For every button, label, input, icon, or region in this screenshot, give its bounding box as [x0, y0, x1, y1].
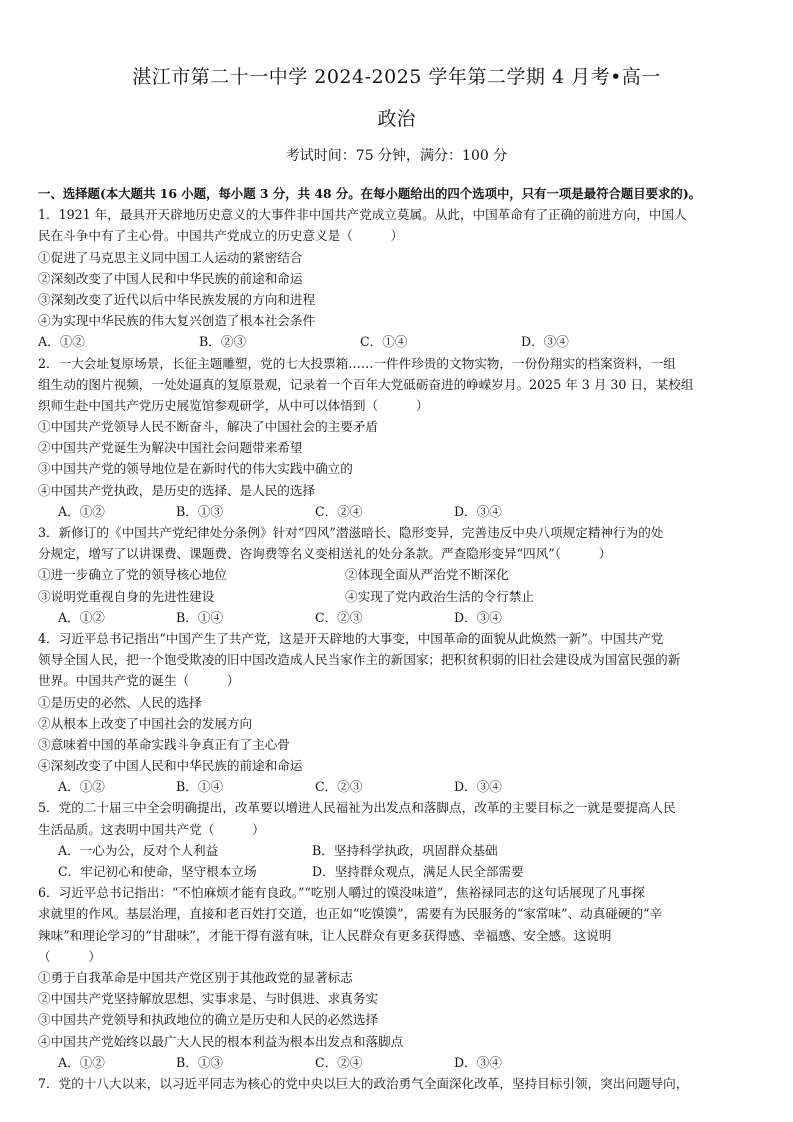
statement-row: [38, 564, 760, 585]
option-a[interactable]: A．①②: [58, 779, 105, 795]
option-a[interactable]: A．①②: [58, 1054, 105, 1070]
question-stem-line: （ ）: [38, 948, 101, 964]
section-heading: 一、选择题(本大题共 16 小题，每小题 3 分，共 48 分。在每小题给出的四个选项中，只有一项是最符合题目要求的)。: [38, 186, 702, 201]
question-stem-line: 民在斗争中有了主心骨。中国共产党成立的历史意义是（ ）: [38, 228, 404, 244]
option-b[interactable]: B．坚持科学执政，巩固群众基础: [312, 842, 498, 858]
subject-title: 政治: [377, 108, 416, 130]
statement: ①中国共产党领导人民不断奋斗，解决了中国社会的主要矛盾: [38, 419, 379, 435]
statement-row: [38, 586, 760, 607]
option-c[interactable]: C．②④: [315, 503, 363, 519]
question-3: [38, 522, 760, 628]
question-stem-line: 4．习近平总书记指出“中国产生了共产党，这是开天辟地的大事变，中国革命的面貌从此焕然一新”。中国共产党: [38, 630, 664, 646]
statement: ④为实现中华民族的伟大复兴创造了根本社会条件: [38, 313, 316, 329]
option-c[interactable]: C．②③: [315, 779, 363, 795]
option-d[interactable]: D．③④: [521, 334, 569, 350]
statement: ①是历史的必然、人民的选择: [38, 694, 202, 710]
option-b[interactable]: B．②③: [199, 334, 247, 350]
question-7: [38, 1073, 760, 1094]
option-b[interactable]: B．①③: [176, 503, 224, 519]
option-a[interactable]: A．①②: [38, 334, 85, 350]
statement: ②深刻改变了中国人民和中华民族的前途和命运: [38, 270, 303, 286]
answer-options: [38, 840, 760, 861]
statement: ①促进了马克思主义同中国工人运动的紧密结合: [38, 249, 303, 265]
exam-info: 考试时间：75 分钟，满分：100 分: [285, 148, 508, 164]
statement: ④深刻改变了中国人民和中华民族的前途和命运: [38, 758, 303, 774]
option-c[interactable]: C．②④: [315, 1054, 363, 1070]
statement: ④中国共产党始终以最广大人民的根本利益为根本出发点和落脚点: [38, 1033, 404, 1049]
statement: ③深刻改变了近代以后中华民族发展的方向和进程: [38, 291, 316, 307]
question-stem-line: 求就里的作风。基层治理，直接和老百姓打交道，也正如“吃馍馍”，需要有为民服务的“家常味”、动真碰硬的“辛: [38, 906, 663, 922]
question-stem-line: 生活品质。这表明中国共产党（ ）: [38, 821, 265, 837]
option-d[interactable]: D．③④: [454, 779, 502, 795]
question-6: [38, 882, 760, 1073]
statement: ④实现了党内政治生活的令行禁止: [345, 588, 534, 604]
statement: ②从根本上改变了中国社会的发展方向: [38, 715, 253, 731]
question-stem-line: 1．1921 年，最具开天辟地历史意义的大事件非中国共产党成立莫属。从此，中国革命有了正确的前进方向，中国人: [38, 207, 687, 223]
option-c[interactable]: C．①④: [360, 334, 408, 350]
answer-options: [38, 607, 760, 628]
statement: ②中国共产党诞生为解决中国社会问题带来希望: [38, 440, 303, 456]
statement: ③中国共产党领导和执政地位的确立是历史和人民的必然选择: [38, 1012, 379, 1028]
option-d[interactable]: D．③④: [454, 609, 502, 625]
statement: ①进一步确立了党的领导核心地位: [38, 567, 227, 583]
question-stem-line: 7．党的十八大以来，以习近平同志为核心的党中央以巨大的政治勇气全面深化改革，坚持目标引领，突出问题导向，: [38, 1075, 689, 1091]
option-d[interactable]: D．③④: [454, 503, 502, 519]
question-stem-line: 5．党的二十届三中全会明确提出，改革要以增进人民福祉为出发点和落脚点，改革的主要目标之一就是要提高人民: [38, 800, 676, 816]
option-c[interactable]: C．②③: [315, 609, 363, 625]
question-4: [38, 628, 760, 798]
question-2: [38, 353, 760, 523]
question-stem-line: 织师生赴中国共产党历史展览馆参观研学，从中可以体悟到（ ）: [38, 397, 429, 413]
statement: ②中国共产党坚持解放思想、实事求是、与时俱进、求真务实: [38, 991, 379, 1007]
answer-options: [38, 1052, 760, 1073]
option-b[interactable]: B．①④: [176, 779, 224, 795]
exam-title: 湛江市第二十一中学 2024-2025 学年第二学期 4 月考•高一: [132, 66, 661, 88]
option-a[interactable]: A．一心为公，反对个人利益: [58, 842, 219, 858]
statement: ④中国共产党执政，是历史的选择、是人民的选择: [38, 482, 316, 498]
option-b[interactable]: B．①④: [176, 609, 224, 625]
question-stem-line: 辣味”和理论学习的“甘甜味”，才能干得有滋有味，让人民群众有更多获得感、幸福感、安全感。这说明: [38, 927, 612, 943]
statement: ③中国共产党的领导地位是在新时代的伟大实践中确立的: [38, 461, 353, 477]
option-a[interactable]: A．①②: [58, 609, 105, 625]
question-stem-line: 组生动的图片视频，一处处逼真的复原景观，记录着一个百年大党砥砺奋进的峥嵘岁月。2025 年 3 月 30 日，某校组: [38, 376, 694, 392]
question-stem-line: 3．新修订的《中国共产党纪律处分条例》针对“四风”潜滋暗长、隐形变异，完善违反中央八项规定精神行为的处: [38, 525, 664, 540]
statement: ①勇于自我革命是中国共产党区别于其他政党的显著标志: [38, 969, 353, 985]
question-stem-line: 2．一大会址复原场景，长征主题雕塑，党的七大投票箱……一件件珍贵的文物实物，一份份翔实的档案资料，一组: [38, 355, 676, 371]
option-d[interactable]: D．③④: [454, 1054, 502, 1070]
question-stem-line: 领导全国人民，把一个饱受欺凌的旧中国改造成人民当家作主的新国家；把积贫积弱的旧社会建设成为国富民强的新: [38, 652, 681, 668]
statement: ③说明党重视自身的先进性建设: [38, 588, 215, 604]
question-5: [38, 797, 760, 882]
option-d[interactable]: D．坚持群众观点，满足人民全部需要: [312, 864, 524, 879]
answer-options: [38, 861, 760, 882]
answer-options: [38, 331, 760, 352]
option-a[interactable]: A．①②: [58, 503, 105, 519]
answer-options: [38, 501, 760, 522]
question-1: [38, 204, 760, 352]
statement: ③意味着中国的革命实践斗争真正有了主心骨: [38, 736, 290, 752]
question-stem-line: 分规定，增写了以讲课费、课题费、咨询费等名义变相送礼的处分条款。严查隐形变异“四风”（ ）: [38, 546, 612, 562]
option-c[interactable]: C．牢记初心和使命，坚守根本立场: [58, 864, 257, 879]
answer-options: [38, 776, 760, 797]
statement: ②体现全面从严治党不断深化: [345, 567, 509, 583]
exam-body: [38, 183, 760, 1094]
question-stem-line: 6．习近平总书记指出：“不怕麻烦才能有良政。”“吃别人嚼过的馍没味道”，焦裕禄同志的这句话展现了凡事探: [38, 885, 645, 901]
question-stem-line: 世界。中国共产党的诞生（ ）: [38, 673, 240, 689]
option-b[interactable]: B．①③: [176, 1054, 224, 1070]
